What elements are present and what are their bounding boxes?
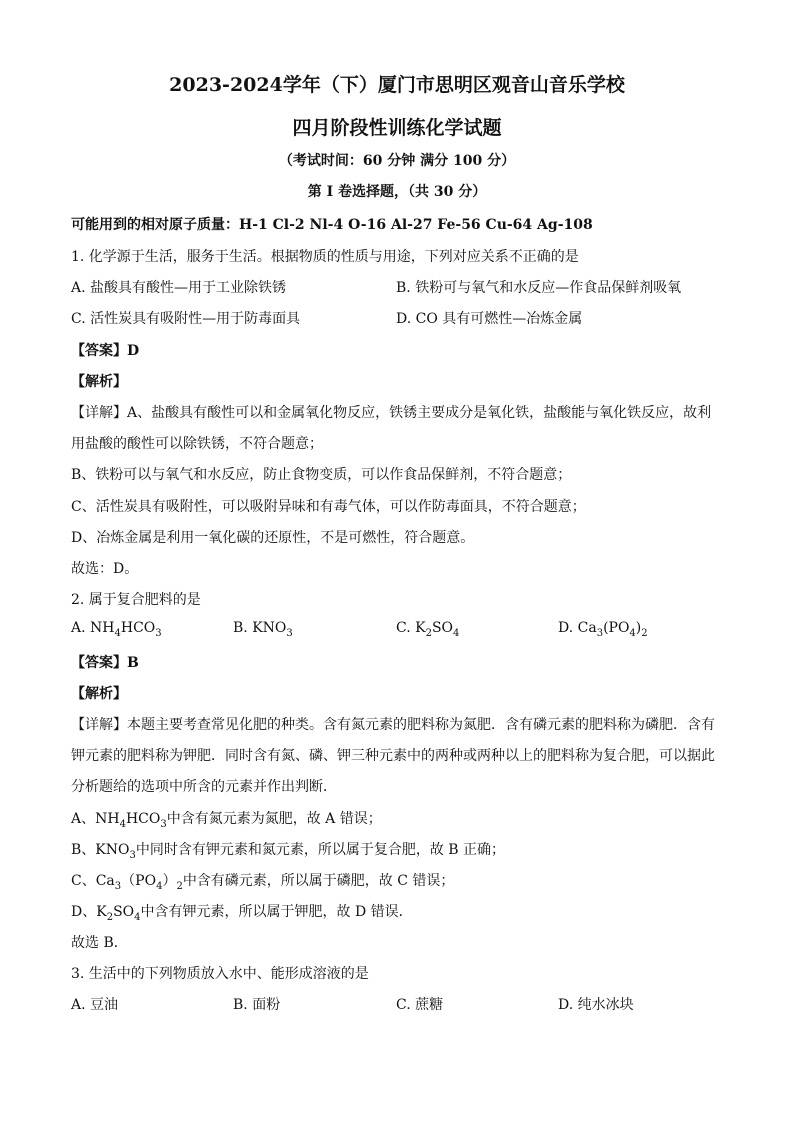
q1-conclusion: 故选：D。 — [71, 561, 139, 577]
q2-analysis-label: 【解析】 — [71, 686, 127, 702]
q2-detail-line: 分析题给的选项中所含的元素并作出判断． — [71, 779, 337, 795]
q1-option-a: A. 盐酸具有酸性—用于工业除铁锈 — [71, 280, 287, 296]
q1-answer: 【答案】D — [71, 343, 140, 359]
q3-option-b: B. 面粉 — [233, 997, 281, 1013]
q1-option-d: D. CO 具有可燃性—冶炼金属 — [396, 311, 583, 327]
q2-option-d: D. $Ca_3(PO_4)_2$ — [558, 620, 648, 639]
q3-option-c: C. 蔗糖 — [396, 997, 444, 1013]
q3-option-a: A. 豆油 — [71, 997, 119, 1013]
section-heading: 第 I 卷选择题，（共 30 分） — [307, 184, 487, 200]
q1-detail-line: B、铁粉可以与氧气和水反应，防止食物变质，可以作食品保鲜剂，不符合题意； — [71, 467, 572, 483]
exam-subtitle: 四月阶段性训练化学试题 — [292, 117, 502, 139]
q1-detail-line: D、冶炼金属是利用一氧化碳的还原性，不是可燃性，符合题意。 — [71, 530, 475, 546]
q2-stem: 2. 属于复合肥料的是 — [71, 592, 201, 608]
q2-detail-c: C、$Ca_3(PO_4)_2$中含有磷元素，所以属于磷肥，故 C 错误； — [71, 873, 455, 892]
q3-option-d: D. 纯水冰块 — [558, 997, 634, 1013]
q2-detail-d: D、$K_2SO_4$中含有钾元素，所以属于钾肥，故 D 错误． — [71, 904, 413, 923]
q2-option-a: A. $NH_4HCO_3$ — [71, 620, 162, 639]
q2-option-b: B. $KNO_3$ — [233, 620, 293, 639]
q1-option-b: B. 铁粉可与氧气和水反应—作食品保鲜剂吸氧 — [396, 280, 682, 296]
q2-conclusion: 故选 B． — [71, 935, 128, 951]
exam-time-info: （考试时间：60 分钟 满分 100 分） — [278, 153, 516, 169]
q1-stem: 1. 化学源于生活，服务于生活。根据物质的性质与用途，下列对应关系不正确的是 — [71, 249, 579, 265]
q2-answer: 【答案】B — [71, 655, 139, 671]
q2-detail-a: A、$NH_4HCO_3$中含有氮元素为氮肥，故 A 错误； — [71, 811, 382, 830]
q2-detail-line: 钾元素的肥料称为钾肥．同时含有氮、磷、钾三种元素中的两种或两种以上的肥料称为复合肥，可以据此 — [71, 748, 715, 764]
q1-detail-line: 用盐酸的酸性可以除铁锈，不符合题意； — [71, 436, 323, 452]
q1-detail-line: 【详解】A、盐酸具有酸性可以和金属氧化物反应，铁锈主要成分是氧化铁，盐酸能与氧化铁反应，故利 — [71, 405, 712, 421]
q2-detail-b: B、$KNO_3$中同时含有钾元素和氮元素，所以属于复合肥，故 B 正确； — [71, 842, 506, 861]
q3-stem: 3. 生活中的下列物质放入水中、能形成溶液的是 — [71, 966, 369, 982]
q1-analysis-label: 【解析】 — [71, 374, 127, 390]
q2-option-c: C. $K_2SO_4$ — [396, 620, 460, 639]
exam-title: 2023-2024学年（下）厦门市思明区观音山音乐学校 — [169, 74, 625, 96]
atomic-masses: 可能用到的相对原子质量：H-1 Cl-2 Nl-4 O-16 Al-27 Fe-56 Cu-64 Ag-108 — [71, 217, 593, 233]
q1-option-c: C. 活性炭具有吸附性—用于防毒面具 — [71, 311, 301, 327]
q1-detail-line: C、活性炭具有吸附性，可以吸附异味和有毒气体，可以作防毒面具，不符合题意； — [71, 499, 586, 515]
q2-detail-line: 【详解】本题主要考查常见化肥的种类。含有氮元素的肥料称为氮肥．含有磷元素的肥料称为磷肥．含有 — [71, 717, 715, 733]
